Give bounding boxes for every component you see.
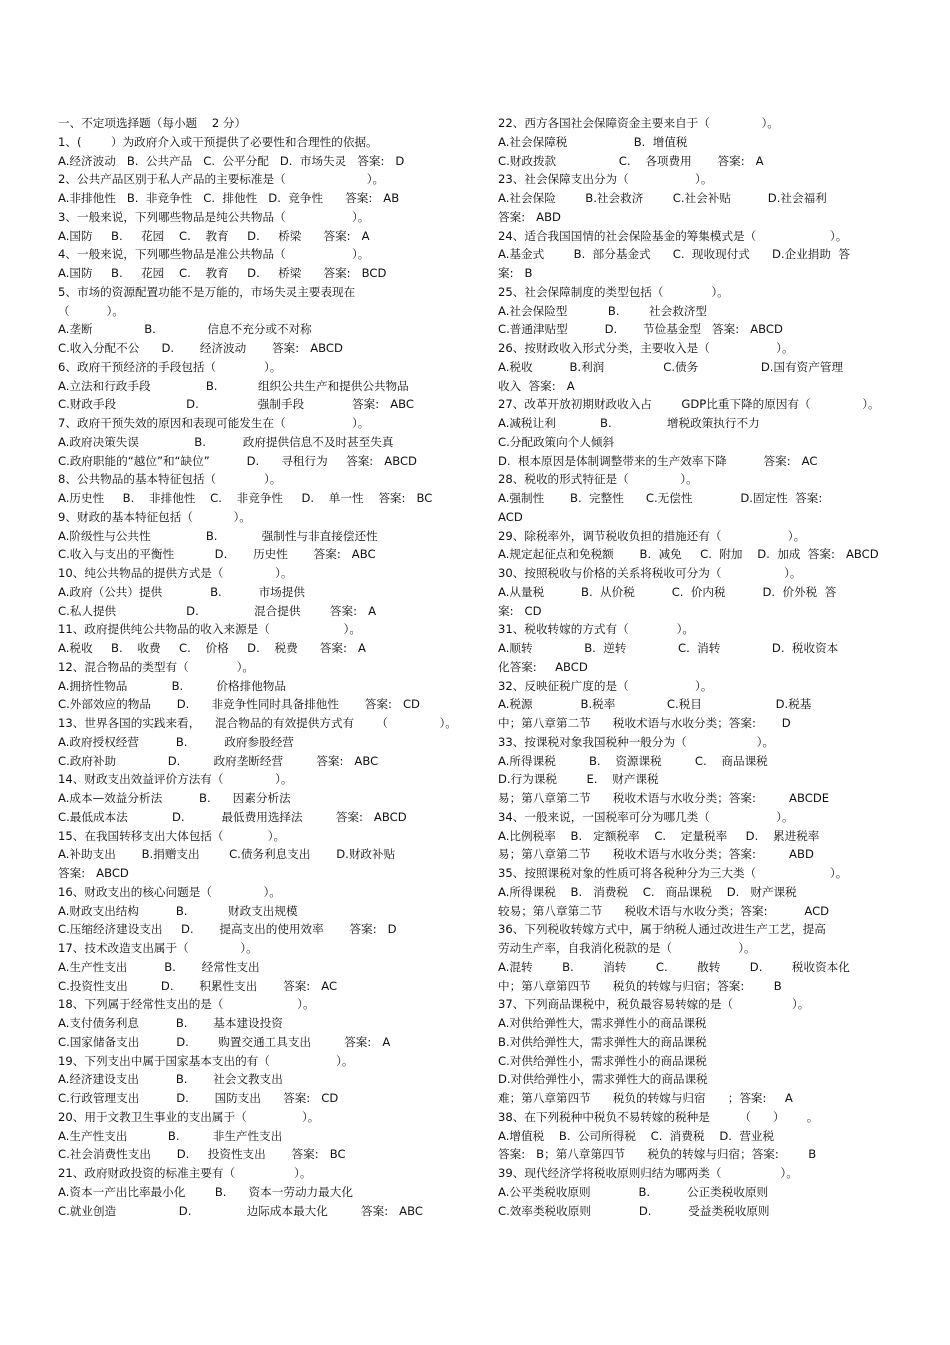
left-column (58, 114, 478, 1220)
text-line: A.税收 B.利润 C.债务 D.国有资产管理 (498, 359, 844, 374)
text-line: 较易；第八章第二节 税收术语与水收分类；答案: ACD (498, 903, 830, 918)
text-line: A.政府授权经营 B. 政府参股经营 (58, 734, 294, 749)
text-line: 5、市场的资源配置功能不是万能的，市场失灵主要表现在 (58, 284, 356, 299)
text-line: 28、税收的形式特征是（ ）。 (498, 472, 698, 487)
text-line: D.行为课税 E. 财产课税 (498, 772, 659, 787)
text-line: 21、政府财政投资的标准主要有（ ）。 (58, 1166, 312, 1180)
text-line: 20、用于文教卫生事业的支出属于（ ）。 (58, 1109, 320, 1124)
text-line: A.国防 B. 花园 C. 教育 D. 桥梁 答案: BCD (58, 266, 387, 280)
text-line: 35、按照课税对象的性质可将各税种分为三大类（ ）。 (498, 866, 848, 880)
text-line: A.政府（公共）提供 B. 市场提供 (58, 584, 305, 599)
text-line: A.国防 B. 花园 C. 教育 D. 桥梁 答案: A (58, 228, 370, 243)
text-line: 25、社会保障制度的类型包括（ ）。 (498, 284, 729, 299)
text-line: 12、混合物品的类型有（ ）。 (58, 659, 254, 674)
text-line: 26、按财政收入形式分类，主要收入是（ ）。 (498, 341, 794, 355)
text-line: 31、税收转嫁的方式有（ ）。 (498, 622, 694, 637)
text-line: 16、财政支出的核心问题是（ ）。 (58, 884, 281, 899)
text-line: 24、适合我国国情的社会保险基金的筹集模式是（ ）。 (498, 228, 848, 243)
text-line: A.对供给弹性大，需求弹性小的商品课税 (498, 1016, 707, 1030)
text-line: A.立法和行政手段 B. 组织公共生产和提供公共物品 (58, 378, 409, 393)
text-line: 案: B (498, 266, 533, 280)
text-line: 3、一般来说，下列哪些物品是纯公共物品（ ）。 (58, 209, 370, 224)
text-line: C.国家储备支出 D. 购置交通工具支出 答案: A (58, 1034, 391, 1049)
text-line: C.对供给弹性小，需求弹性小的商品课税 (498, 1053, 707, 1068)
text-line: D.对供给弹性小，需求弹性大的商品课税 (498, 1072, 708, 1087)
text-line: C.私人提供 D. 混合提供 答案: A (58, 603, 377, 618)
text-line: 13、世界各国的实践来看， 混合物品的有效提供方式有 （ ）。 (58, 716, 457, 730)
text-line: C.收入分配不公 D. 经济波动 答案: ABCD (58, 341, 343, 355)
text-line: A.从量税 B. 从价税 C. 价内税 D. 价外税 答 (498, 584, 837, 599)
text-line: 6、政府干预经济的手段包括（ ）。 (58, 359, 282, 374)
text-line: 易；第八章第二节 税收术语与水收分类；答案: ABD (498, 847, 814, 862)
text-line: A.拥挤性物品 B. 价格排他物品 (58, 678, 286, 693)
text-line: 1、( ）为政府介入或干预提供了必要性和合理性的依据。 (58, 134, 378, 149)
text-line: 易；第八章第二节 税收术语与水收分类；答案: ABCDE (498, 791, 830, 805)
text-line: A.顺转 B. 逆转 C. 消转 D. 税收资本 (498, 641, 839, 655)
text-line: C.政府职能的“越位”和“缺位” D. 寻租行为 答案: ABCD (58, 453, 417, 468)
text-line: ACD (498, 509, 523, 524)
text-line: A.生产性支出 B. 非生产性支出 (58, 1128, 283, 1143)
text-line: 36、下列税收转嫁方式中，属于纳税人通过改进生产工艺，提高 (498, 922, 826, 937)
text-line: A.税源 B.税率 C.税目 D.税基 (498, 697, 812, 712)
text-line: A.经济建设支出 B. 社会文教支出 (58, 1072, 283, 1087)
text-line: C.财政手段 D. 强制手段 答案: ABC (58, 397, 414, 412)
text-line: 7、政府干预失效的原因和表现可能发生在（ ）。 (58, 416, 370, 430)
text-line: A.公平类税收原则 B. 公正类税收原则 (498, 1184, 769, 1199)
text-line: A.社会保险 B.社会救济 C.社会补贴 D.社会福利 (498, 191, 827, 205)
text-line: C.政府补助 D. 政府垄断经营 答案: ABC (58, 753, 379, 768)
text-line: 19、下列支出中属于国家基本支出的有（ ）。 (58, 1053, 354, 1068)
text-line: C.行政管理支出 D. 国防支出 答案: CD (58, 1091, 339, 1105)
text-line: 答案: ABCD (58, 866, 129, 880)
text-line: 2、公共产品区别于私人产品的主要标准是（ ）。 (58, 172, 385, 187)
text-line: C.就业创造 D. 边际成本最大化 答案: ABC (58, 1203, 423, 1218)
text-line: 14、财政支出效益评价方法有（ ）。 (58, 772, 293, 787)
text-line: A.增值税 B. 公司所得税 C. 消费税 D. 营业税 (498, 1128, 775, 1143)
text-line: 案: CD (498, 603, 542, 618)
text-line: 37、下列商品课税中，税负最容易转嫁的是（ ）。 (498, 997, 810, 1012)
text-line: 38、在下列税种中税负不易转嫁的税种是 （ ） 。 (498, 1109, 819, 1124)
text-line: A.比例税率 B. 定额税率 C. 定量税率 D. 累进税率 (498, 828, 820, 843)
text-line: C.财政拨款 C. 各项费用 答案: A (498, 153, 764, 168)
text-line: D. 根本原因是体制调整带来的生产效率下降 答案: AC (498, 453, 818, 468)
text-line: 11、政府提供纯公共物品的收入来源是（ ）。 (58, 622, 361, 637)
text-line: 15、在我国转移支出大体包括（ ）。 (58, 828, 286, 843)
text-line: 29、除税率外，调节税收负担的措施还有（ ）。 (498, 528, 806, 543)
text-line: A.所得课税 B. 资源课税 C. 商品课税 (498, 753, 768, 768)
text-line: C.外部效应的物品 D. 非竞争性同时具备排他性 答案: CD (58, 697, 420, 712)
text-line: C.分配政策向个人倾斜 (498, 434, 615, 449)
text-line: C.投资性支出 D. 积累性支出 答案: AC (58, 978, 338, 993)
text-line: A.混转 B. 消转 C. 散转 D. 税收资本化 (498, 959, 850, 974)
text-line: A.成本—效益分析法 B. 因素分析法 (58, 791, 291, 805)
text-line: A.社会保险型 B. 社会救济型 (498, 303, 708, 318)
text-line: 17、技术改造支出属于（ ）。 (58, 941, 258, 955)
text-line: A.所得课税 B. 消费税 C. 商品课税 D. 财产课税 (498, 884, 797, 899)
text-line: C.压缩经济建设支出 D. 提高支出的使用效率 答案: D (58, 922, 397, 937)
text-line: 4、一般来说，下列哪些物品是准公共物品（ ）。 (58, 247, 370, 262)
text-line: 中；第八章第二节 税收术语与水收分类；答案: D (498, 716, 791, 730)
text-line: A.历史性 B. 非排他性 C. 非竞争性 D. 单一性 答案: BC (58, 491, 433, 505)
text-line: A.经济波动 B. 公共产品 C. 公平分配 D. 市场失灵 答案: D (58, 153, 405, 168)
text-line: C.普通津贴型 D. 节俭基金型 答案: ABCD (498, 322, 783, 337)
text-line: 收入 答案: A (498, 378, 575, 393)
text-line: A.社会保障税 B. 增值税 (498, 134, 688, 149)
text-line: A.阶级性与公共性 B. 强制性与非直接偿还性 (58, 528, 378, 543)
text-line: C.效率类税收原则 D. 受益类税收原则 (498, 1203, 770, 1218)
text-line: A.非排他性 B. 非竞争性 C. 排他性 D. 竞争性 答案: AB (58, 191, 400, 205)
text-line: C.最低成本法 D. 最低费用选择法 答案: ABCD (58, 809, 407, 824)
text-line: 10、纯公共物品的提供方式是（ ）。 (58, 566, 293, 580)
text-line: 18、下列属于经常性支出的是（ ）。 (58, 997, 315, 1012)
text-line: （ ）。 (58, 303, 124, 318)
text-line: B.对供给弹性大，需求弹性大的商品课税 (498, 1034, 707, 1049)
text-line: A.资本一产出比率最小化 B. 资本一劳动力最大化 (58, 1184, 353, 1199)
text-line: A.强制性 B. 完整性 C.无偿性 D.固定性 答案: (498, 491, 823, 505)
text-line: 化答案: ABCD (498, 659, 588, 674)
text-line: A.税收 B. 收费 C. 价格 D. 税费 答案: A (58, 641, 366, 655)
right-column (498, 114, 928, 1220)
text-line: A.规定起征点和免税额 B. 减免 C. 附加 D. 加成 答案: ABCD (498, 547, 879, 562)
text-line: A.生产性支出 B. 经常性支出 (58, 959, 260, 974)
text-line: C.收入与支出的平衡性 D. 历史性 答案: ABC (58, 547, 376, 562)
text-line: A.财政支出结构 B. 财政支出规模 (58, 903, 298, 918)
text-line: 9、财政的基本特征包括（ ）。 (58, 509, 251, 524)
text-line: 22、西方各国社会保障资金主要来自于（ ）。 (498, 116, 779, 130)
text-line: 30、按照税收与价格的关系将税收可分为（ ）。 (498, 566, 802, 580)
text-line: A.减税让利 B. 增税政策执行不力 (498, 416, 760, 430)
text-line: 一、不定项选择题（每小题 2 分） (58, 116, 247, 130)
text-line: 34、一般来说，一国税率可分为哪几类（ ）。 (498, 809, 794, 824)
text-line: C.社会消费性支出 D. 投资性支出 答案: BC (58, 1147, 346, 1162)
text-line: 劳动生产率，自我消化税款的是（ ）。 (498, 941, 756, 955)
text-line: 23、社会保障支出分为（ ）。 (498, 172, 713, 187)
text-line: 8、公共物品的基本特征包括（ ）。 (58, 472, 282, 487)
text-line: A.垄断 B. 信息不充分或不对称 (58, 322, 312, 337)
text-line: A.政府决策失误 B. 政府提供信息不及时甚至失真 (58, 434, 394, 449)
text-line: 中；第八章第四节 税负的转嫁与归宿；答案: B (498, 978, 782, 993)
text-line: 32、反映征税广度的是（ ）。 (498, 678, 713, 693)
text-line: 答案: ABD (498, 209, 561, 224)
text-line: A.基金式 B. 部分基金式 C. 现收现付式 D.企业捐助 答 (498, 247, 850, 262)
text-line: 难；第八章第四节 税负的转嫁与归宿 ；答案: A (498, 1091, 793, 1105)
text-line: A.补助支出 B.捐赠支出 C.债务利息支出 D.财政补贴 (58, 847, 396, 862)
text-line: A.支付债务利息 B. 基本建设投资 (58, 1016, 283, 1030)
text-line: 27、改革开放初期财政收入占 GDP比重下降的原因有（ ）。 (498, 397, 880, 412)
text-line: 39、现代经济学将税收原则归结为哪两类（ ）。 (498, 1166, 798, 1180)
text-line: 33、按课税对象我国税种一般分为（ ）。 (498, 734, 775, 749)
text-line: 答案: B；第八章第四节 税负的转嫁与归宿；答案: B (498, 1147, 817, 1162)
